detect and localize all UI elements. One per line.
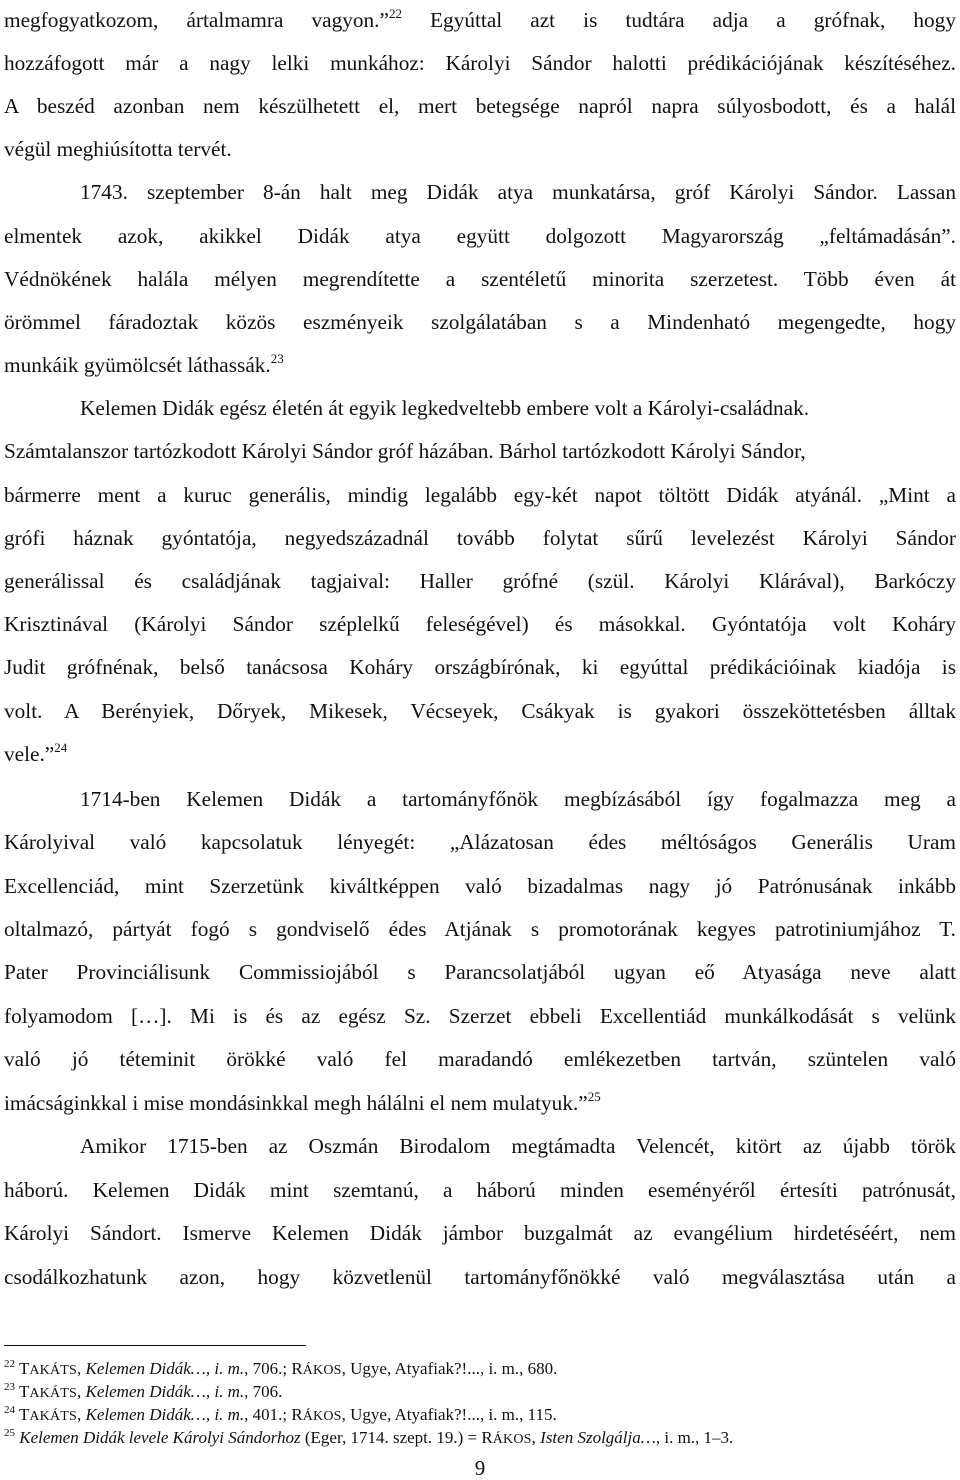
citation-text: , 706.; R	[244, 1359, 303, 1378]
footnote-number: 25	[4, 1427, 15, 1439]
text-span: munkáik gyümölcsét láthassák.	[4, 353, 271, 377]
footnote-reference[interactable]: 22	[388, 6, 402, 21]
footnote	[4, 1357, 956, 1382]
text-line	[4, 1083, 956, 1123]
text-span: Károlyi Sándort. Ismerve Kelemen Didák jámbor buzgalmát az evangélium hirdetéséért, nem	[4, 1221, 956, 1245]
text-span: oltalmazó, pártyát fogó s gondviselő édes Atjának s promotorának kegyes patrotiniumjához T.	[4, 917, 956, 941]
citation-text: AKÁTS	[29, 1409, 78, 1424]
citation-text: ÁKOS	[302, 1363, 342, 1378]
footnote	[4, 1426, 956, 1451]
citation-text: ÁKOS	[302, 1409, 342, 1424]
text-span: hozzáfogott már a nagy lelki munkához: Károlyi Sándor halotti prédikációjának készítéséhez.	[4, 51, 956, 75]
text-span: 1743. szeptember 8-án halt meg Didák atya munkatársa, gróf Károlyi Sándor. Lassan	[80, 180, 956, 204]
citation-text: ,	[77, 1359, 86, 1378]
text-line	[4, 822, 956, 862]
footnote	[4, 1380, 956, 1405]
text-span: A beszéd azonban nem készülhetett el, mert betegsége napról napra súlyosbodott, és a halál	[4, 94, 956, 118]
text-span: generálissal és családjának tagjaival: Haller grófné (szül. Károlyi Klárával), Barkóczy	[4, 569, 956, 593]
text-line	[4, 129, 956, 169]
text-span: Excellenciád, mint Szerzetünk kiváltképpen való bizadalmas nagy jó Patrónusának inkább	[4, 874, 956, 898]
text-span: Judit grófnénak, belső tanácsosa Koháry országbírónak, ki egyúttal prédikációinak kiadója is	[4, 655, 956, 679]
citation-text: T	[18, 1359, 30, 1378]
text-line	[4, 604, 956, 644]
citation-text: , Ugye, Atyafiak?!..., i. m., 680.	[341, 1359, 558, 1378]
footnote-reference[interactable]: 25	[587, 1089, 601, 1104]
text-span: bármerre ment a kuruc generális, mindig legalább egy-két napot töltött Didák atyánál. „Mint a	[4, 483, 956, 507]
citation-text: , 401.; R	[244, 1405, 303, 1424]
footnote-separator	[4, 1345, 306, 1346]
citation-text: T	[18, 1405, 30, 1424]
text-span: elmentek azok, akikkel Didák atya együtt dolgozott Magyarország „feltámadásán”.	[4, 224, 956, 248]
text-span: Védnökének halála mélyen megrendítette a szentéletű minorita szerzetest. Több éven át	[4, 267, 956, 291]
text-line	[4, 302, 956, 342]
text-line	[4, 1213, 956, 1253]
text-line	[4, 779, 956, 819]
citation-title: Kelemen Didák…, i. m.	[85, 1382, 245, 1401]
text-span: Számtalanszor tartózkodott Károlyi Sándor gróf házában. Bárhol tartózkodott Károlyi Sándor,	[4, 439, 806, 463]
citation-text: T	[18, 1382, 30, 1401]
text-span: végül meghiúsította tervét.	[4, 137, 232, 161]
text-span: vele.”	[4, 742, 55, 766]
text-span: Amikor 1715-ben az Oszmán Birodalom megtámadta Velencét, kitört az újabb török	[80, 1134, 956, 1158]
citation-text: ÁKOS	[492, 1432, 532, 1447]
text-line	[4, 866, 956, 906]
footnote-number: 22	[4, 1358, 15, 1370]
footnote	[4, 1403, 956, 1428]
text-span: megfogyatkozom, ártalmamra vagyon.”	[4, 8, 389, 32]
citation-text: AKÁTS	[29, 1363, 78, 1378]
citation-text: (Eger, 1714. szept. 19.) = R	[300, 1428, 493, 1447]
citation-text: ,	[77, 1405, 86, 1424]
text-line	[4, 259, 956, 299]
text-line	[4, 388, 956, 428]
page-number: 9	[474, 1456, 486, 1480]
citation-title: Kelemen Didák…, i. m.	[85, 1405, 245, 1424]
text-span: Egyúttal azt is tudtára adja a grófnak, hogy	[401, 8, 956, 32]
citation-title: Kelemen Didák levele Károlyi Sándorhoz	[19, 1428, 301, 1447]
footnote-number: 24	[4, 1404, 15, 1416]
text-line	[4, 86, 956, 126]
text-span: Krisztinával (Károlyi Sándor széplelkű feleségével) és másokkal. Gyóntatója volt Koháry	[4, 612, 956, 636]
citation-title: Kelemen Didák…, i. m.	[85, 1359, 245, 1378]
text-line	[4, 518, 956, 558]
text-span: örömmel fáradoztak közös eszményeik szolgálatában s a Mindenható megengedte, hogy	[4, 310, 956, 334]
text-span: grófi háznak gyóntatója, negyedszázadnál tovább folytat sűrű levelezést Károlyi Sándor	[4, 526, 956, 550]
text-span: imácságinkkal i mise mondásinkkal megh hálálni el nem mulatyuk.”	[4, 1091, 588, 1115]
citation-text: , 706.	[244, 1382, 283, 1401]
text-span: volt. A Berényiek, Dőryek, Mikesek, Vécseyek, Csákyak is gyakori összeköttetésben álltak	[4, 699, 956, 723]
text-line	[4, 1039, 956, 1079]
footnote-number: 23	[4, 1381, 15, 1393]
text-span: Pater Provinciálisunk Commissiojából s Parancsolatjából ugyan eő Atyasága neve alatt	[4, 960, 956, 984]
text-line	[4, 996, 956, 1036]
text-line	[4, 647, 956, 687]
document-page	[4, 0, 956, 1480]
text-line	[4, 43, 956, 83]
text-line	[4, 1170, 956, 1210]
text-line	[4, 952, 956, 992]
citation-text: , i. m., 1–3.	[655, 1428, 734, 1447]
citation-text: , Ugye, Atyafiak?!..., i. m., 115.	[341, 1405, 557, 1424]
text-line	[4, 431, 956, 471]
text-line	[4, 734, 956, 774]
citation-text: AKÁTS	[29, 1386, 78, 1401]
text-line	[4, 691, 956, 731]
text-line	[4, 475, 956, 515]
text-line	[4, 561, 956, 601]
citation-title: Isten Szolgálja…	[540, 1428, 656, 1447]
text-span: csodálkozhatunk azon, hogy közvetlenül tartományfőnökké való megválasztása után a	[4, 1265, 956, 1289]
text-span: való jó téteminit örökké való fel maradandó emlékezetben tartván, szüntelen való	[4, 1047, 956, 1071]
text-span: háború. Kelemen Didák mint szemtanú, a háború minden eseményéről értesíti patrónusát,	[4, 1178, 956, 1202]
text-span: Kelemen Didák egész életén át egyik legkedveltebb embere volt a Károlyi-családnak.	[80, 396, 810, 420]
text-span: folyamodom […]. Mi is és az egész Sz. Szerzet ebbeli Excellentiád munkálkodását s velünk	[4, 1004, 956, 1028]
text-span: Károlyival való kapcsolatuk lényegét: „Alázatosan édes méltóságos Generális Uram	[4, 830, 956, 854]
text-line	[4, 1257, 956, 1297]
text-line	[4, 1126, 956, 1166]
text-span: 1714-ben Kelemen Didák a tartományfőnök megbízásából így fogalmazza meg a	[80, 787, 956, 811]
text-line	[4, 0, 956, 40]
footnote-reference[interactable]: 24	[54, 740, 68, 755]
text-line	[4, 345, 956, 385]
text-line	[4, 216, 956, 256]
footnote-reference[interactable]: 23	[270, 351, 284, 366]
text-line	[4, 909, 956, 949]
text-line	[4, 172, 956, 212]
citation-text: ,	[531, 1428, 541, 1447]
citation-text: ,	[77, 1382, 86, 1401]
